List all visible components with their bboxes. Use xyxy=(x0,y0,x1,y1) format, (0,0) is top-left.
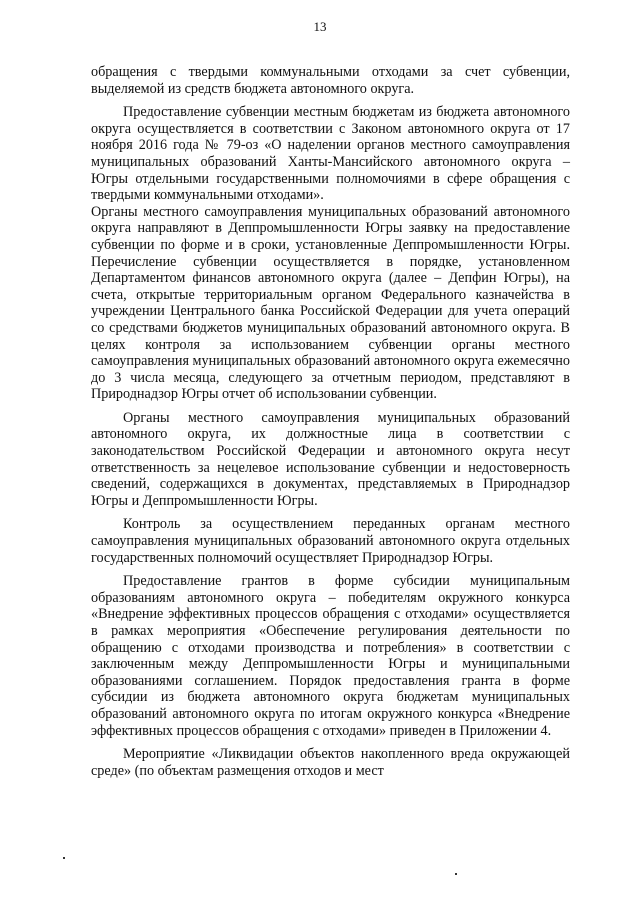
paragraph-subvention-legal-basis: Предоставление субвенции местным бюджетам из бюджета автономного округа осуществляется в соответствии с Законом автономного округа от 17 ноября 2016 года № 79-оз «О наделении органов местного самоуправления муниципальных образований Ханты-Мансийского автономного округа – Югры отдельными государственными полномочиями в сфере обращения с твердыми коммунальными отходами». xyxy=(91,104,570,204)
paragraph-grants: Предоставление грантов в форме субсидии муниципальным образованиям автономного округа – победителям окружного конкурса «Внедрение эффективных процессов обращения с отходами» осуществляется в рамках мероприятия «Обеспечение регулирования деятельности по обращению с отходами производства и потребления» в соответствии с заключенным между Деппромышленности Югры и муниципальными образованиями соглашением. Порядок предоставления гранта в форме субсидии из бюджета автономного округа бюджетам муниципальных образований автономного округа по итогам окружного конкурса «Внедрение эффективных процессов обращения с отходами» приведен в Приложении 4. xyxy=(91,573,570,739)
paragraph-subvention-procedure: Органы местного самоуправления муниципальных образований автономного округа направляют в Деппромышленности Югры заявку на предоставление субвенции по форме и в сроки, установленные Деппромышленности Югры. Перечисление субвенции осуществляется в порядке, установленном Департаментом финансов автономного округа (далее – Депфин Югры), на счета, открытые территориальным органом Федерального казначейства в учреждении Центрального банка Российской Федерации для учета операций со средствами бюджетов муниципальных образований автономного округа. В целях контроля за использованием субвенции органы местного самоуправления муниципальных образований автономного округа ежемесячно до 3 числа месяца, следующего за отчетным периодом, представляют в Природнадзор Югры отчет об использовании субвенции. xyxy=(91,203,570,403)
paragraph-responsibility: Органы местного самоуправления муниципальных образований автономного округа, их должностные лица в соответствии с законодательством Российской Федерации и автономного округа несут ответственность за нецелевое использование субвенции и недостоверность сведений, содержащихся в документах, представляемых в Природнадзор Югры и Деппромышленности Югры. xyxy=(91,409,570,509)
document-body xyxy=(91,64,570,786)
paragraph-continuation: обращения с твердыми коммунальными отходами за счет субвенции, выделяемой из средств бюджета автономного округа. xyxy=(91,64,570,97)
paragraph-liquidation-measure: Мероприятие «Ликвидации объектов накопленного вреда окружающей среде» (по объектам размещения отходов и мест xyxy=(91,746,570,779)
paragraph-control: Контроль за осуществлением переданных органам местного самоуправления муниципальных образований автономного округа отдельных государственных полномочий осуществляет Природнадзор Югры. xyxy=(91,516,570,566)
page-number: 13 xyxy=(313,19,327,34)
scan-speck xyxy=(63,857,65,859)
scan-speck xyxy=(455,873,457,875)
